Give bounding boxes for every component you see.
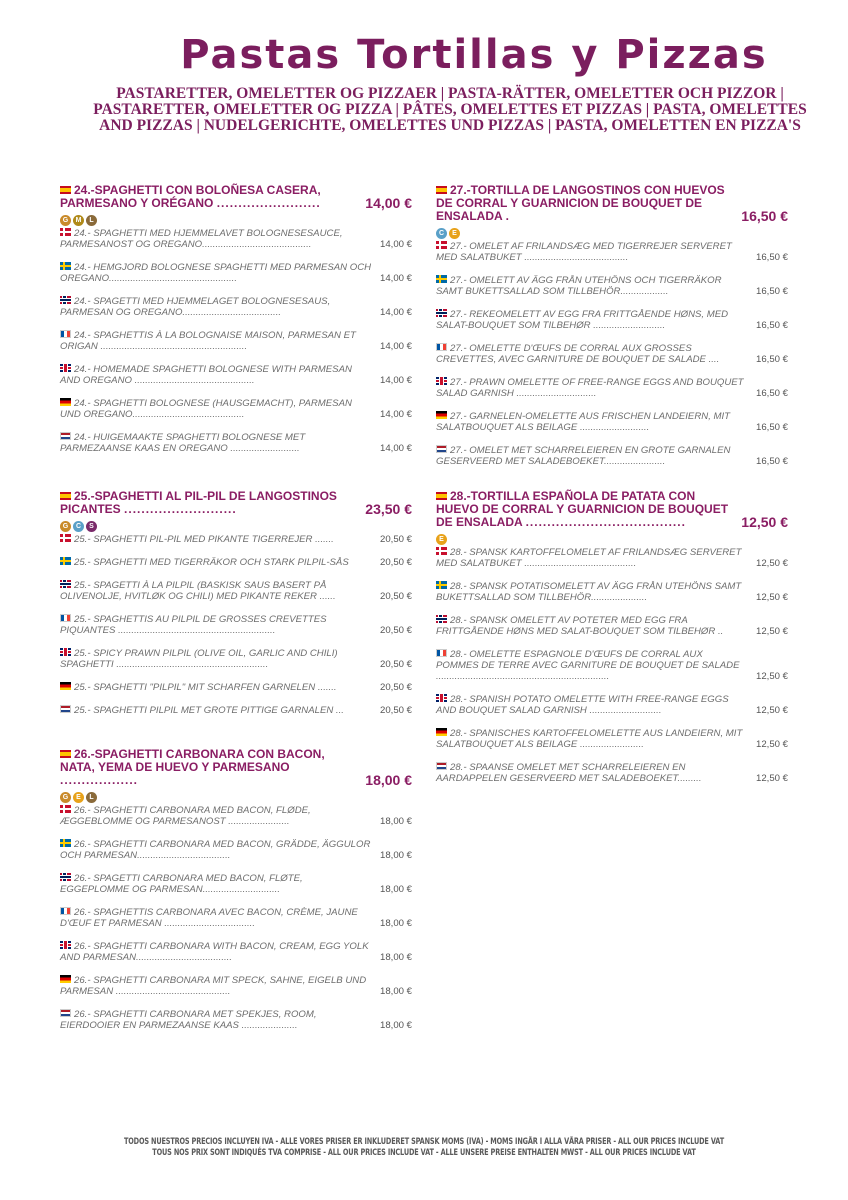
denmark-flag-icon — [60, 534, 71, 542]
footer-line: TODOS NUESTROS PRECIOS INCLUYEN IVA - ALLE VORES PRISER ER INKLUDERET SPANSK MOMS (IVA) - MOMS INGÅR I ALLA VÅRA PRISER - ALL OUR PRICES INCLUDE VAT — [123, 1136, 725, 1146]
translation-text: 25.- SPAGHETTI "PILPIL" MIT SCHARFEN GARNELEN ....... — [74, 682, 337, 693]
translation-price: 14,00 € — [379, 341, 412, 352]
translation-item — [60, 614, 412, 636]
translation-text-wrap — [436, 762, 748, 784]
translation-item — [436, 547, 788, 569]
translation-price: 14,00 € — [379, 375, 412, 386]
allergen-icons — [436, 531, 788, 545]
dish-heading — [436, 490, 788, 529]
translation-text: 28.- OMELETTE ESPAGNOLE D'ŒUFS DE CORRAL AUX POMMES DE TERRE AVEC GARNITURE DE BOUQUET DE SALADE ................................................................. — [436, 649, 740, 682]
translation-text: 24.- SPAGHETTI BOLOGNESE (HAUSGEMACHT), PARMESAN UND OREGANO.......................................... — [60, 398, 352, 420]
spain-flag-icon — [60, 492, 71, 500]
translation-item — [436, 411, 788, 433]
menu-section-27 — [436, 184, 788, 479]
translation-text: 27.- REKEOMELETT AV EGG FRA FRITTGÅENDE HØNS, MED SALAT-BOUQUET SOM TILBEHØR ........................... — [436, 309, 729, 331]
translation-item — [60, 262, 412, 284]
translation-price: 20,50 € — [379, 705, 412, 716]
translation-item — [436, 581, 788, 603]
translation-price: 18,00 € — [379, 1020, 412, 1031]
norway-flag-icon — [60, 580, 71, 588]
translation-item — [436, 343, 788, 365]
footer-vat-note — [93, 1136, 754, 1158]
translation-text: 24.- HOMEMADE SPAGHETTI BOLOGNESE WITH PARMESAN AND OREGANO ............................................. — [60, 364, 352, 386]
translation-text: 25.- SPAGHETTIS AU PILPIL DE GROSSES CREVETTES PIQUANTES ........................................................... — [60, 614, 327, 636]
sweden-flag-icon — [436, 581, 447, 589]
translation-price: 12,50 € — [755, 739, 788, 750]
translation-text-wrap — [60, 262, 372, 284]
dish-heading — [60, 748, 412, 787]
egg-allergen-icon: E — [436, 534, 447, 545]
translation-text: 25.- SPICY PRAWN PILPIL (OLIVE OIL, GARLIC AND CHILI) SPAGHETTI ......................................................... — [60, 648, 338, 670]
translation-item — [436, 241, 788, 263]
sweden-flag-icon — [60, 262, 71, 270]
translation-item — [60, 580, 412, 602]
gluten-allergen-icon: G — [60, 521, 71, 532]
translation-text: 27.- OMELET MET SCHARRELEIEREN EN GROTE GARNALEN GESERVEERD MET SALADEBOEKET....................... — [436, 445, 731, 467]
translation-text-wrap — [436, 581, 748, 603]
leader-dots: ..................................... — [525, 515, 686, 529]
translation-item — [60, 432, 412, 454]
spain-flag-icon — [60, 186, 71, 194]
uk-flag-icon — [60, 648, 71, 656]
translation-item — [60, 705, 412, 716]
translation-text: 27.- PRAWN OMELETTE OF FREE-RANGE EGGS AND BOUQUET SALAD GARNISH .............................. — [436, 377, 744, 399]
sweden-flag-icon — [60, 557, 71, 565]
translation-price: 14,00 € — [379, 273, 412, 284]
translation-item — [60, 330, 412, 352]
sweden-flag-icon — [60, 839, 71, 847]
translation-price: 12,50 € — [755, 705, 788, 716]
translation-price: 20,50 € — [379, 625, 412, 636]
dish-price: 14,00 € — [365, 195, 412, 211]
netherlands-flag-icon — [60, 705, 71, 713]
dish-name-text: 25.-SPAGHETTI AL PIL-PIL DE LANGOSTINOS PICANTES — [60, 489, 337, 516]
translation-text-wrap — [436, 547, 748, 569]
translation-text-wrap — [436, 694, 748, 716]
translation-text: 28.- SPANISH POTATO OMELETTE WITH FREE-RANGE EGGS AND BOUQUET SALAD GARNISH ........................... — [436, 694, 729, 716]
translation-item — [60, 805, 412, 827]
denmark-flag-icon — [60, 228, 71, 236]
translation-text: 26.- SPAGHETTI CARBONARA WITH BACON, CREAM, EGG YOLK AND PARMESAN.................................... — [60, 941, 369, 963]
translation-text-wrap — [436, 728, 748, 750]
translation-price: 18,00 € — [379, 986, 412, 997]
uk-flag-icon — [60, 941, 71, 949]
dish-name — [60, 490, 359, 516]
translation-text-wrap — [60, 873, 372, 895]
translation-text: 28.- SPANSK POTATISOMELETT AV ÄGG FRÅN UTEHÖNS SAMT BUKETTSALLAD SOM TILLBEHÖR..................... — [436, 581, 742, 603]
translation-item — [436, 694, 788, 716]
translation-text: 25.- SPAGETTI À LA PILPIL (BASKISK SAUS BASERT PÅ OLIVENOLJE, HVITLØK OG CHILI) MED PIKANTE REKER ...... — [60, 580, 336, 602]
translation-item — [60, 1009, 412, 1031]
translation-item — [436, 377, 788, 399]
dish-name — [436, 490, 735, 529]
translation-price: 20,50 € — [379, 682, 412, 693]
translation-text-wrap — [60, 228, 372, 250]
germany-flag-icon — [60, 975, 71, 983]
gluten-allergen-icon: G — [60, 215, 71, 226]
translation-text: 24.- SPAGETTI MED HJEMMELAGET BOLOGNESESAUS, PARMESAN OG OREGANO..................................... — [60, 296, 331, 318]
translation-item — [60, 907, 412, 929]
translation-text-wrap — [60, 534, 372, 545]
translation-text: 26.- SPAGHETTI CARBONARA MIT SPECK, SAHNE, EIGELB UND PARMESAN ........................................... — [60, 975, 367, 997]
denmark-flag-icon — [436, 547, 447, 555]
translation-text: 24.- HUIGEMAAKTE SPAGHETTI BOLOGNESE MET PARMEZAANSE KAAS EN OREGANO .......................... — [60, 432, 306, 454]
translation-text-wrap — [436, 411, 748, 433]
dish-price: 23,50 € — [365, 501, 412, 517]
translation-text-wrap — [60, 682, 372, 693]
dish-name — [436, 184, 735, 223]
translation-item — [60, 682, 412, 693]
france-flag-icon — [60, 907, 71, 915]
menu-section-28 — [436, 490, 788, 796]
crustacean-allergen-icon: C — [436, 228, 447, 239]
translation-item — [60, 941, 412, 963]
translation-text: 28.- SPAANSE OMELET MET SCHARRELEIEREN EN AARDAPPELEN GESERVEERD MET SALADEBOEKET......... — [436, 762, 702, 784]
sweden-flag-icon — [436, 275, 447, 283]
spain-flag-icon — [60, 750, 71, 758]
dish-name-text: 27.-TORTILLA DE LANGOSTINOS CON HUEVOS DE CORRAL Y GUARNICION DE BOUQUET DE ENSALADA — [436, 183, 725, 223]
translation-text-wrap — [436, 649, 748, 682]
translation-text: 24.- HEMGJORD BOLOGNESE SPAGHETTI MED PARMESAN OCH OREGANO................................................ — [60, 262, 372, 284]
dish-price: 16,50 € — [741, 208, 788, 224]
dish-name-text: 28.-TORTILLA ESPAÑOLA DE PATATA CON HUEVO DE CORRAL Y GUARNICION DE BOUQUET DE ENSALADA — [436, 489, 729, 529]
translation-text: 28.- SPANSK KARTOFFELOMELET AF FRILANDSÆG SERVERET MED SALATBUKET .......................................... — [436, 547, 742, 569]
translation-price: 14,00 € — [379, 239, 412, 250]
translation-text-wrap — [436, 241, 748, 263]
mustard-allergen-icon: M — [73, 215, 84, 226]
egg-allergen-icon: E — [73, 792, 84, 803]
translation-item — [436, 275, 788, 297]
translation-item — [60, 364, 412, 386]
translation-price: 18,00 € — [379, 918, 412, 929]
menu-section-24 — [60, 184, 412, 466]
allergen-icons — [436, 225, 788, 239]
uk-flag-icon — [60, 364, 71, 372]
translation-item — [60, 873, 412, 895]
netherlands-flag-icon — [60, 1009, 71, 1017]
translation-price: 12,50 € — [755, 626, 788, 637]
uk-flag-icon — [436, 377, 447, 385]
translation-text-wrap — [60, 648, 372, 670]
allergen-icons — [60, 789, 412, 803]
translation-text-wrap — [60, 398, 372, 420]
translation-price: 20,50 € — [379, 591, 412, 602]
dish-heading — [60, 184, 412, 210]
translation-price: 16,50 € — [755, 388, 788, 399]
translation-text-wrap — [60, 705, 372, 716]
translation-text-wrap — [436, 445, 748, 467]
norway-flag-icon — [436, 309, 447, 317]
translation-price: 18,00 € — [379, 816, 412, 827]
translation-item — [60, 975, 412, 997]
translation-price: 18,00 € — [379, 884, 412, 895]
translation-price: 20,50 € — [379, 557, 412, 568]
translation-price: 16,50 € — [755, 286, 788, 297]
translation-text-wrap — [436, 275, 748, 297]
translation-text: 26.- SPAGHETTI CARBONARA MED BACON, GRÄDDE, ÄGGULOR OCH PARMESAN................................... — [60, 839, 371, 861]
translation-item — [60, 534, 412, 545]
spain-flag-icon — [436, 492, 447, 500]
translation-text-wrap — [60, 975, 372, 997]
leader-dots: . — [505, 209, 510, 223]
translation-price: 20,50 € — [379, 534, 412, 545]
translation-text-wrap — [60, 296, 372, 318]
leader-dots: .......................... — [124, 502, 237, 516]
translation-text-wrap — [60, 557, 372, 568]
denmark-flag-icon — [436, 241, 447, 249]
translation-text-wrap — [60, 907, 372, 929]
translation-text: 24.- SPAGHETTIS À LA BOLOGNAISE MAISON, PARMESAN ET ORIGAN ....................................................... — [60, 330, 356, 352]
translation-price: 18,00 € — [379, 952, 412, 963]
translation-text-wrap — [60, 364, 372, 386]
uk-flag-icon — [436, 694, 447, 702]
translation-text: 25.- SPAGHETTI PIL-PIL MED PIKANTE TIGERREJER ....... — [74, 534, 334, 545]
translation-text-wrap — [436, 615, 748, 637]
translation-price: 16,50 € — [755, 320, 788, 331]
allergen-icons — [60, 518, 412, 532]
translation-text: 25.- SPAGHETTI PILPIL MET GROTE PITTIGE GARNALEN ... — [74, 705, 344, 716]
translation-item — [436, 762, 788, 784]
france-flag-icon — [60, 330, 71, 338]
translation-text: 26.- SPAGHETTIS CARBONARA AVEC BACON, CRÈME, JAUNE D'ŒUF ET PARMESAN .................................. — [60, 907, 358, 929]
translation-text-wrap — [60, 580, 372, 602]
translation-price: 16,50 € — [755, 456, 788, 467]
translation-item — [60, 228, 412, 250]
translation-item — [60, 296, 412, 318]
norway-flag-icon — [60, 873, 71, 881]
translation-item — [60, 398, 412, 420]
germany-flag-icon — [436, 411, 447, 419]
translation-text: 25.- SPAGHETTI MED TIGERRÄKOR OCH STARK PILPIL-SÅS — [74, 557, 349, 568]
translation-item — [60, 557, 412, 568]
page-subtitle: PASTARETTER, OMELETTER OG PIZZAER | PASTA-RÄTTER, OMELETTER OCH PIZZOR | PASTARETTER, OMELETTER OG PIZZA | PÂTES, OMELETTES ET PIZZAS | PASTA, OMELETTES AND PIZZAS | NUDELGERICHTE, OMELETTES UND PIZZAS | PASTA, OMELETTEN EN PIZZA'S — [93, 85, 807, 134]
translation-text-wrap — [436, 343, 748, 365]
page-title: Pastas Tortillas y Pizzas — [180, 32, 768, 78]
translation-price: 16,50 € — [755, 354, 788, 365]
translation-text: 27.- OMELETT AV ÄGG FRÅN UTEHÖNS OCH TIGERRÄKOR SAMT BUKETTSALLAD SOM TILLBEHÖR.................. — [436, 275, 722, 297]
netherlands-flag-icon — [436, 762, 447, 770]
egg-allergen-icon: E — [449, 228, 460, 239]
translation-price: 20,50 € — [379, 659, 412, 670]
dish-heading — [60, 490, 412, 516]
translation-text-wrap — [436, 377, 748, 399]
translation-text: 27.- OMELETTE D'ŒUFS DE CORRAL AUX GROSSES CREVETTES, AVEC GARNITURE DE BOUQUET DE SALADE .... — [436, 343, 720, 365]
translation-item — [436, 728, 788, 750]
dish-price: 18,00 € — [365, 772, 412, 788]
translation-text: 28.- SPANSK OMELETT AV POTETER MED EGG FRA FRITTGÅENDE HØNS MED SALAT-BOUQUET SOM TILBEHØR .. — [436, 615, 724, 637]
footer-line: TOUS NOS PRIX SONT INDIQUÉS TVA COMPRISE - ALL OUR PRICES INCLUDE VAT - ALLE UNSERE PREISE ENTHALTEN MWST - ALL OUR PRICES INCLUDE VAT — [152, 1147, 696, 1157]
dish-heading — [436, 184, 788, 223]
translation-text: 27.- OMELET AF FRILANDSÆG MED TIGERREJER SERVERET MED SALATBUKET ....................................... — [436, 241, 732, 263]
translation-item — [436, 615, 788, 637]
translation-text-wrap — [60, 614, 372, 636]
translation-price: 18,00 € — [379, 850, 412, 861]
sulphite-allergen-icon: S — [86, 521, 97, 532]
france-flag-icon — [60, 614, 71, 622]
allergen-icons — [60, 212, 412, 226]
translation-item — [60, 648, 412, 670]
translation-price: 12,50 € — [755, 773, 788, 784]
france-flag-icon — [436, 343, 447, 351]
germany-flag-icon — [60, 682, 71, 690]
dish-name-text: 26.-SPAGHETTI CARBONARA CON BACON, NATA, YEMA DE HUEVO Y PARMESANO — [60, 747, 325, 774]
dairy-allergen-icon: L — [86, 792, 97, 803]
translation-text: 26.- SPAGHETTI CARBONARA MET SPEKJES, ROOM, EIERDOOIER EN PARMEZAANSE KAAS ..................... — [60, 1009, 317, 1031]
translation-text: 24.- SPAGHETTI MED HJEMMELAVET BOLOGNESESAUCE, PARMESANOST OG OREGANO......................................... — [60, 228, 343, 250]
translation-text-wrap — [60, 805, 372, 827]
translation-price: 16,50 € — [755, 422, 788, 433]
france-flag-icon — [436, 649, 447, 657]
norway-flag-icon — [60, 296, 71, 304]
translation-item — [436, 649, 788, 682]
netherlands-flag-icon — [60, 432, 71, 440]
leader-dots: .................. — [60, 773, 139, 787]
dish-price: 12,50 € — [741, 514, 788, 530]
translation-text: 26.- SPAGETTI CARBONARA MED BACON, FLØTE, EGGEPLOMME OG PARMESAN............................. — [60, 873, 303, 895]
menu-section-26 — [60, 748, 412, 1043]
translation-text-wrap — [60, 432, 372, 454]
gluten-allergen-icon: G — [60, 792, 71, 803]
translation-price: 12,50 € — [755, 671, 788, 682]
netherlands-flag-icon — [436, 445, 447, 453]
translation-text-wrap — [60, 839, 372, 861]
translation-text-wrap — [60, 330, 372, 352]
germany-flag-icon — [60, 398, 71, 406]
translation-item — [436, 309, 788, 331]
dish-name — [60, 184, 359, 210]
spain-flag-icon — [436, 186, 447, 194]
translation-text: 26.- SPAGHETTI CARBONARA MED BACON, FLØDE, ÆGGEBLOMME OG PARMESANOST ....................... — [60, 805, 311, 827]
menu-section-25 — [60, 490, 412, 728]
dish-name — [60, 748, 359, 787]
translation-price: 14,00 € — [379, 307, 412, 318]
translation-text-wrap — [60, 941, 372, 963]
translation-text-wrap — [436, 309, 748, 331]
germany-flag-icon — [436, 728, 447, 736]
norway-flag-icon — [436, 615, 447, 623]
translation-price: 12,50 € — [755, 558, 788, 569]
translation-text: 28.- SPANISCHES KARTOFFELOMELETTE AUS LANDEIERN, MIT SALATBOUQUET ALS BEILAGE ........................ — [436, 728, 743, 750]
crustacean-allergen-icon: C — [73, 521, 84, 532]
denmark-flag-icon — [60, 805, 71, 813]
translation-price: 16,50 € — [755, 252, 788, 263]
translation-price: 14,00 € — [379, 443, 412, 454]
dairy-allergen-icon: L — [86, 215, 97, 226]
translation-item — [60, 839, 412, 861]
translation-text: 27.- GARNELEN-OMELETTE AUS FRISCHEN LANDEIERN, MIT SALATBOUQUET ALS BEILAGE .......................... — [436, 411, 731, 433]
translation-price: 14,00 € — [379, 409, 412, 420]
leader-dots: ........................ — [216, 196, 321, 210]
dish-name-text: 24.-SPAGHETTI CON BOLOÑESA CASERA, PARMESANO Y ORÉGANO — [60, 183, 321, 210]
translation-item — [436, 445, 788, 467]
translation-text-wrap — [60, 1009, 372, 1031]
translation-price: 12,50 € — [755, 592, 788, 603]
